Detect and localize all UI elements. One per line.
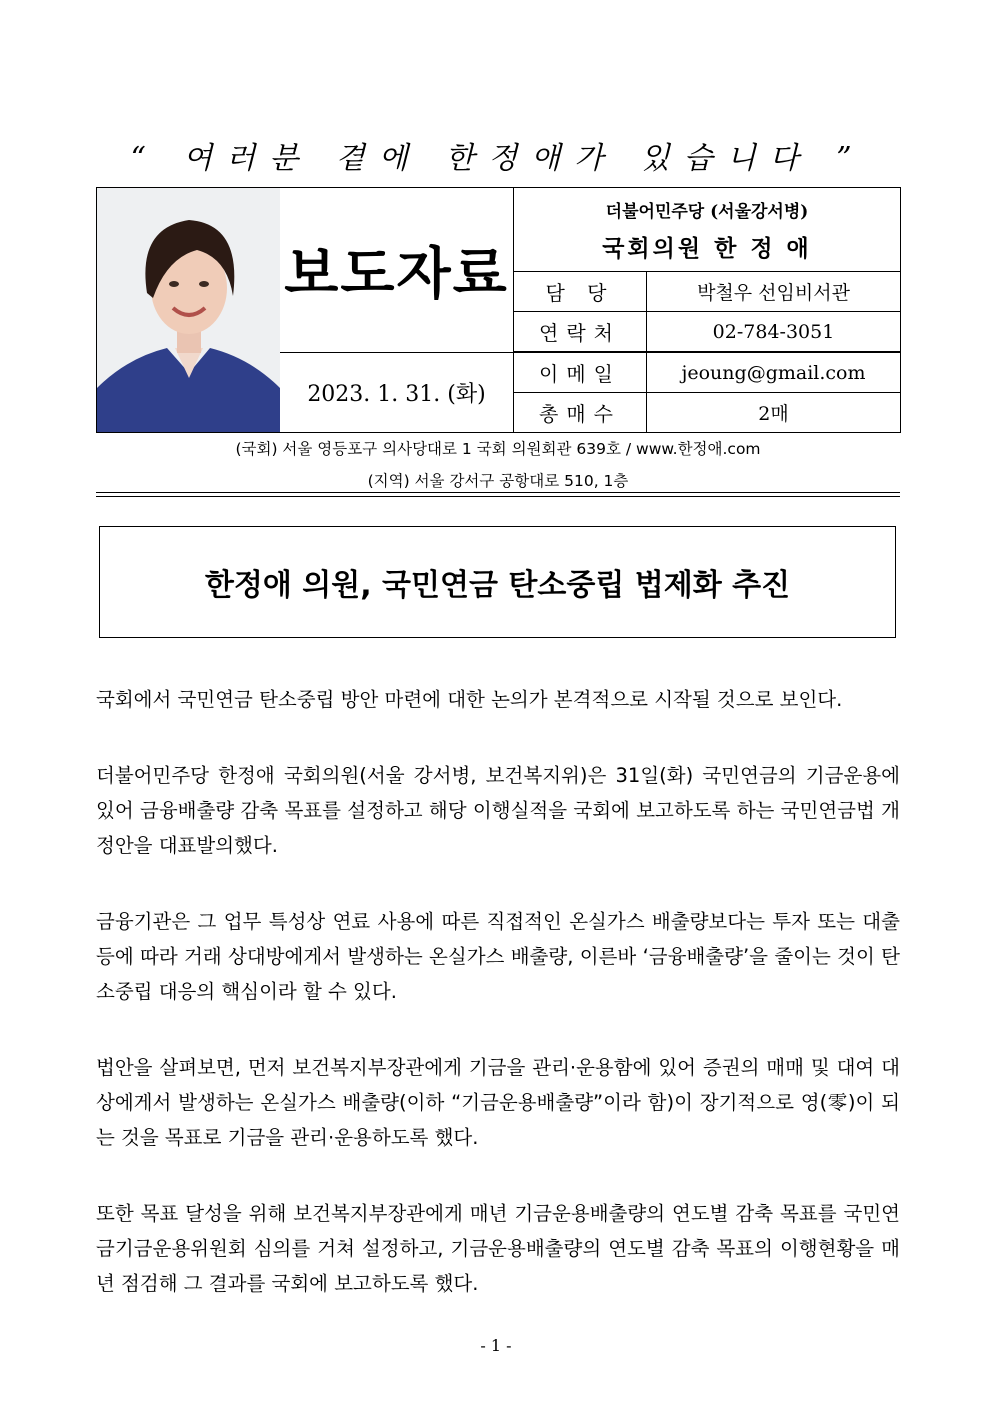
release-date: 2023. 1. 31. (화)	[280, 353, 514, 433]
page-number: - 1 -	[480, 1336, 512, 1355]
contact-value-pages: 2매	[647, 393, 901, 433]
headline-box	[99, 526, 896, 638]
contact-value-manager: 박철우 선임비서관	[647, 272, 901, 312]
paragraph: 또한 목표 달성을 위해 보건복지부장관에게 매년 기금운용배출량의 연도별 감축 목표를 국민연금기금운용위원회 심의를 거쳐 설정하고, 기금운용배출량의 연도별 감축 목표의 이행현황을 매년 점검해 그 결과를 국회에 보고하도록 했다.	[96, 1202, 900, 1295]
headline: 한정애 의원, 국민연금 탄소중립 법제화 추진	[204, 568, 791, 603]
paragraph: 금융기관은 그 업무 특성상 연료 사용에 따른 직접적인 온실가스 배출량보다는 투자 또는 대출 등에 따라 거래 상대방에게서 발생하는 온실가스 배출량, 이른바 ‘금융배출량’을 줄이는 것이 탄소중립 대응의 핵심이라 할 수 있다.	[96, 910, 900, 1003]
contact-label-manager: 담 당	[514, 272, 647, 312]
slogan: “ 여러분 곁에 한정애가 있습니다 ”	[130, 141, 866, 176]
header-table	[96, 187, 901, 433]
member-name: 국회의원 한 정 애	[602, 234, 812, 262]
paragraph: 국회에서 국민연금 탄소중립 방안 마련에 대한 논의가 본격적으로 시작될 것으로 보인다.	[96, 688, 843, 711]
party-name: 더불어민주당 (서울강서병)	[605, 201, 809, 222]
local-address: (지역) 서울 강서구 공항대로 510, 1층	[367, 472, 629, 490]
contact-label-phone: 연락처	[514, 312, 647, 352]
party-info	[514, 188, 901, 272]
contact-label-email: 이메일	[514, 353, 647, 393]
contact-value-phone: 02-784-3051	[647, 312, 901, 352]
assembly-address: (국회) 서울 영등포구 의사당대로 1 국회 의원회관 639호 / www.한정애.com	[235, 440, 761, 458]
divider-bottom	[96, 496, 900, 497]
contact-value-email[interactable]: jeoung@gmail.com	[647, 353, 901, 393]
contact-label-pages: 총매수	[514, 393, 647, 433]
press-release-title: 보도자료	[280, 188, 514, 353]
portrait-image	[97, 188, 280, 432]
portrait-photo	[97, 188, 280, 433]
paragraph: 더불어민주당 한정애 국회의원(서울 강서병, 보건복지위)은 31일(화) 국민연금의 기금운용에 있어 금융배출량 감축 목표를 설정하고 해당 이행실적을 국회에 보고하도록 하는 국민연금법 개정안을 대표발의했다.	[96, 764, 900, 857]
paragraph: 법안을 살펴보면, 먼저 보건복지부장관에게 기금을 관리·운용함에 있어 증권의 매매 및 대여 대상에게서 발생하는 온실가스 배출량(이하 “기금운용배출량”이라 함)이 장기적으로 영(零)이 되는 것을 목표로 기금을 관리·운용하도록 했다.	[96, 1056, 900, 1149]
article-body	[96, 682, 900, 1342]
divider-top	[96, 492, 900, 493]
